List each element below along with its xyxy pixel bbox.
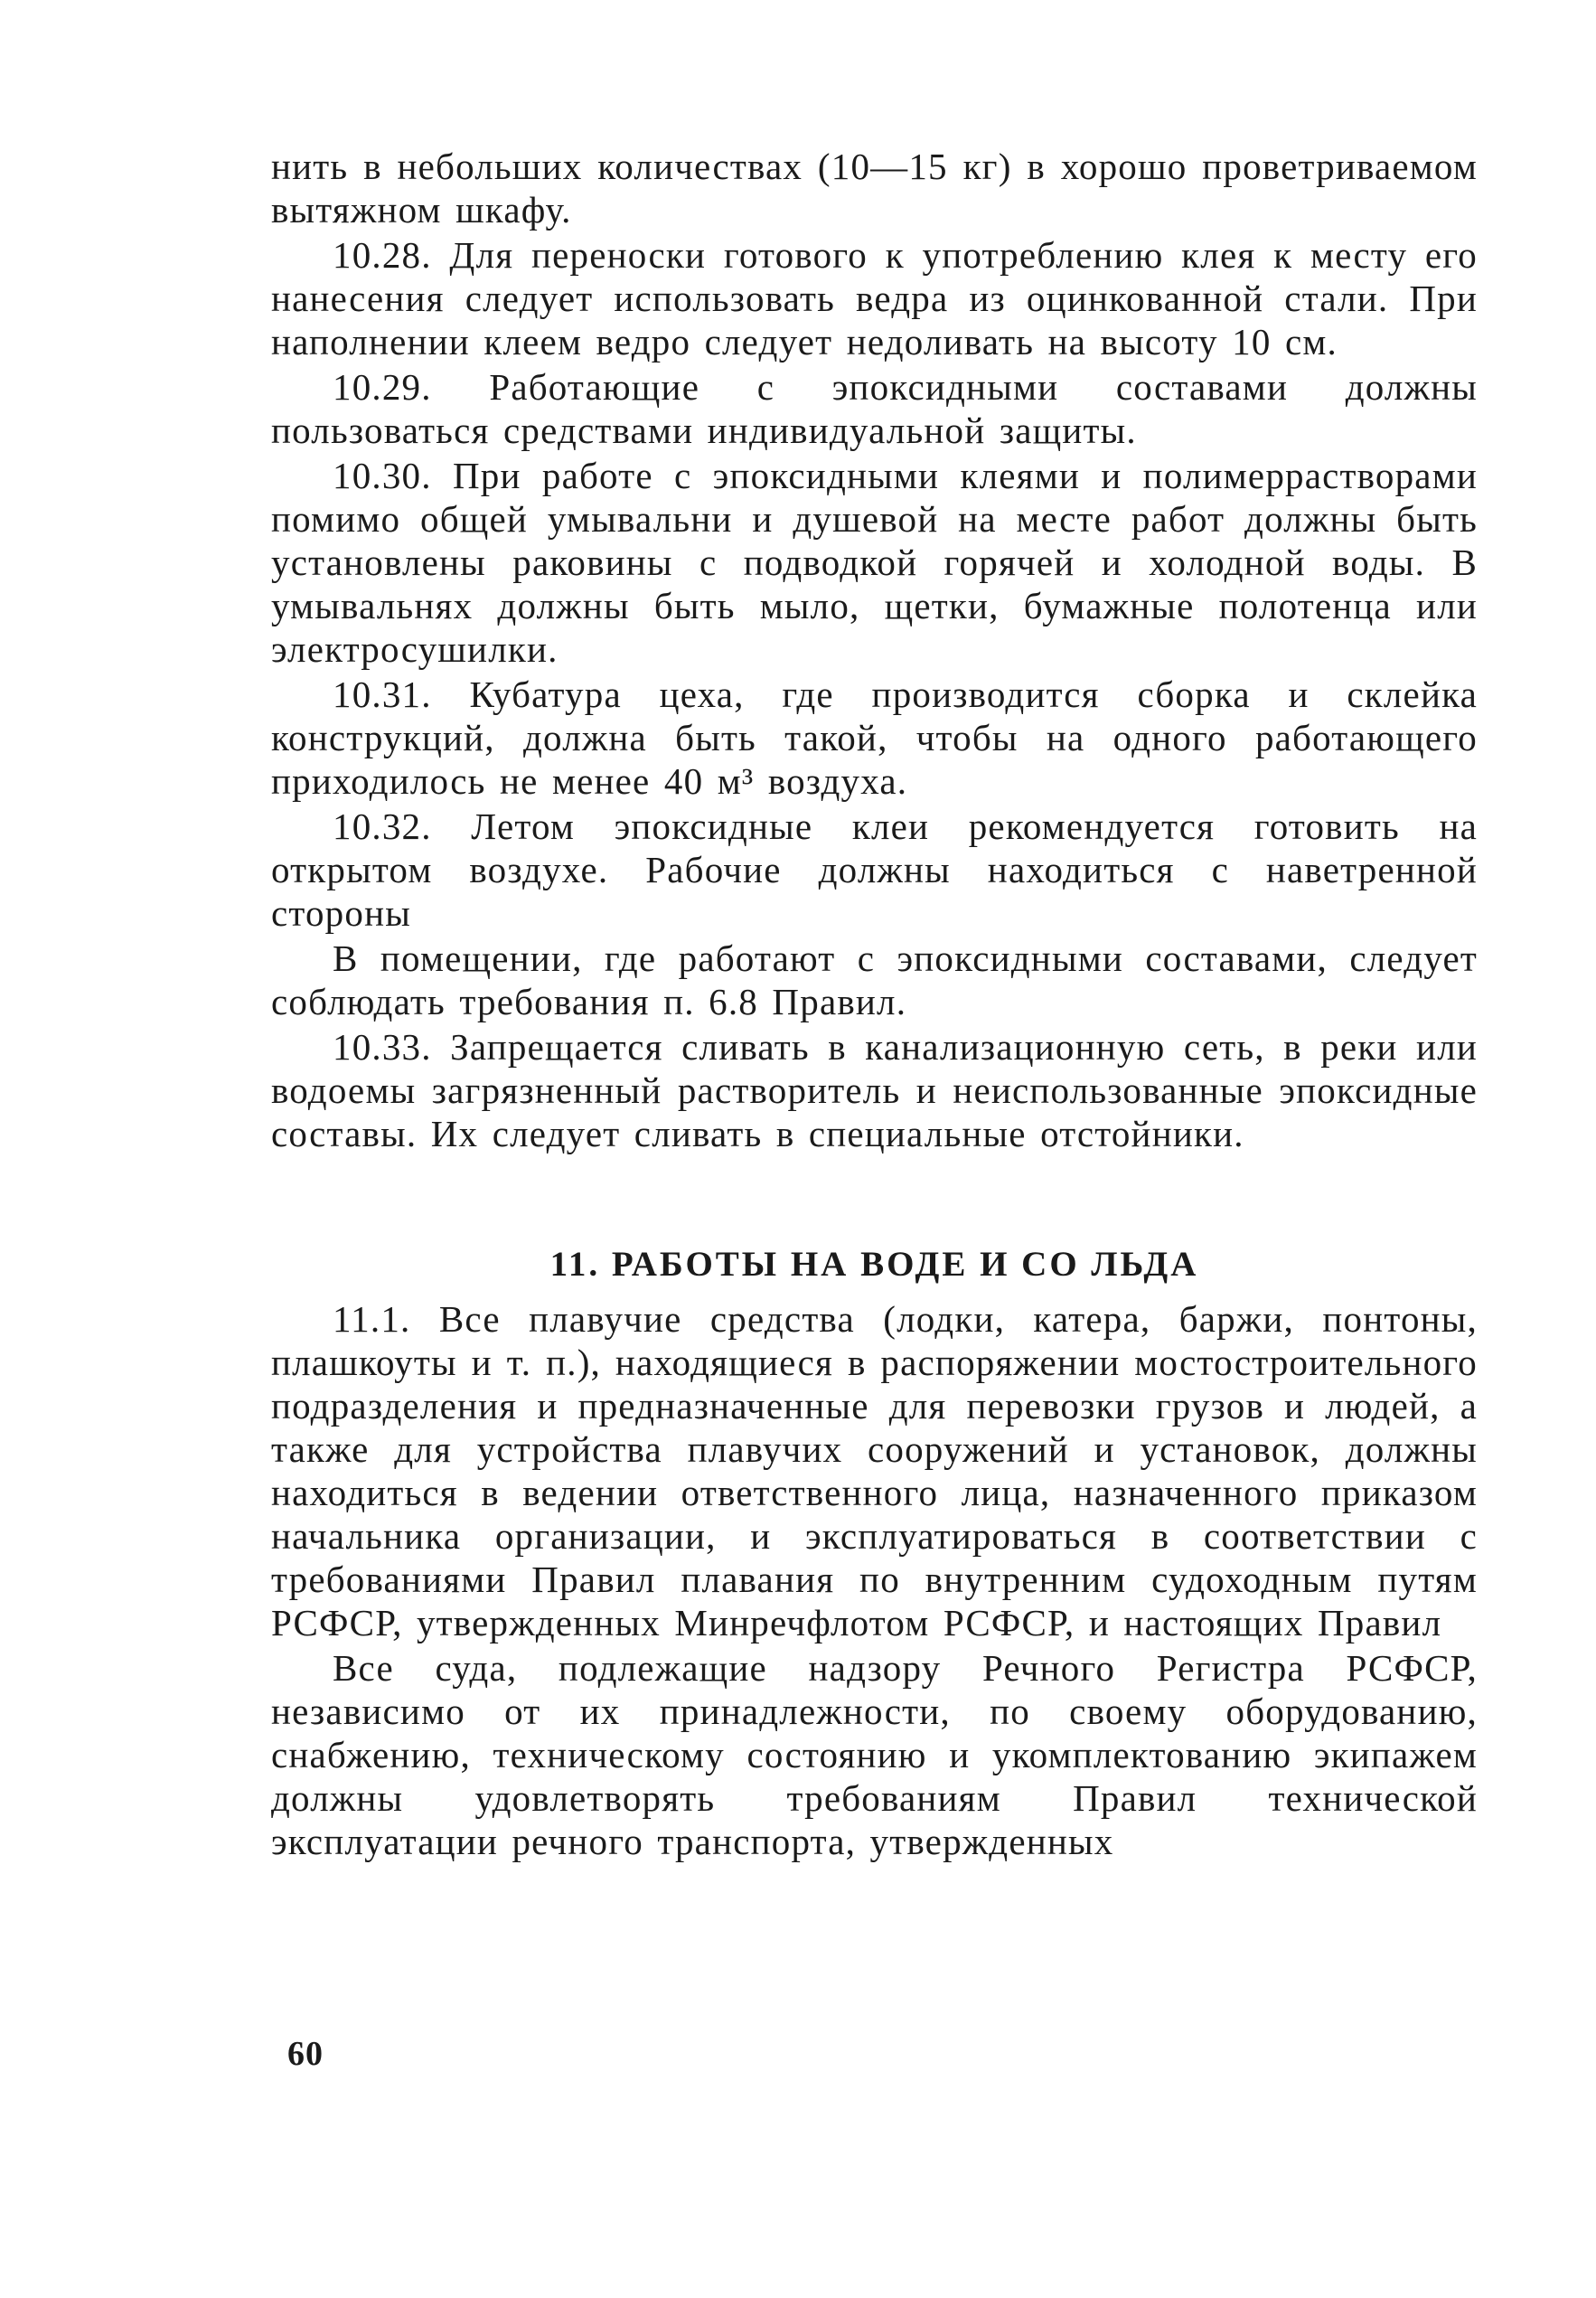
section-heading: 11. РАБОТЫ НА ВОДЕ И СО ЛЬДА	[549, 1245, 1199, 1284]
page-number: 60	[287, 2035, 324, 2073]
paragraph-10-32: 10.32. Летом эпоксидные клеи рекомендуется готовить на открытом воздухе. Рабочие должны находиться с наветренной стороны	[271, 805, 1478, 934]
paragraph-10-30: 10.30. При работе с эпоксидными клеями и полимеррастворами помимо общей умывальни и душевой на месте работ должны быть установлены раковины с подводкой горячей и холодной воды. В умывальнях должны быть мыло, щетки, бумажные полотенца или электросушилки.	[271, 455, 1478, 670]
paragraph-10-33: 10.33. Запрещается сливать в канализационную сеть, в реки или водоемы загрязненный растворитель и неиспользованные эпоксидные составы. Их следует сливать в специальные отстойники.	[271, 1026, 1478, 1154]
text-column	[271, 145, 1478, 1865]
paragraph-continuation: нить в небольших количествах (10—15 кг) в хорошо проветриваемом вытяжном шкафу.	[271, 146, 1478, 231]
paragraph-11-1: 11.1. Все плавучие средства (лодки, катера, баржи, понтоны, плашкоуты и т. п.), находящиеся в распоряжении мостостроительного подразделения и предназначенные для перевозки грузов и людей, а также для устройства плавучих сооружений и установок, должны находиться в ведении ответственного лица, назначенного приказом начальника организации, и эксплуатироваться в соответствии с требованиями Правил плавания по внутренним судоходным путям РСФСР, утвержденных Минречфлотом РСФСР, и настоящих Правил	[271, 1298, 1478, 1643]
section-spacer	[271, 1157, 1478, 1243]
paragraph-10-31: 10.31. Кубатура цеха, где производится сборка и склейка конструкций, должна быть такой, чтобы на одного работающего приходилось не менее 40 м³ воздуха.	[271, 673, 1478, 802]
paragraph-10-28: 10.28. Для переноски готового к употреблению клея к месту его нанесения следует использовать ведра из оцинкованной стали. При наполнении клеем ведро следует недоливать на высоту 10 см.	[271, 234, 1478, 363]
paragraph-premises-note: В помещении, где работают с эпоксидными составами, следует соблюдать требования п. 6.8 Правил.	[271, 937, 1478, 1022]
paragraph-river-register: Все суда, подлежащие надзору Речного Регистра РСФСР, независимо от их принадлежности, по своему оборудованию, снабжению, техническому состоянию и укомплектованию экипажем должны удовлетворять требованиям Правил технической эксплуатации речного транспорта, утвержденных	[271, 1647, 1478, 1862]
paragraph-10-29: 10.29. Работающие с эпоксидными составами должны пользоваться средствами индивидуальной защиты.	[271, 366, 1478, 451]
